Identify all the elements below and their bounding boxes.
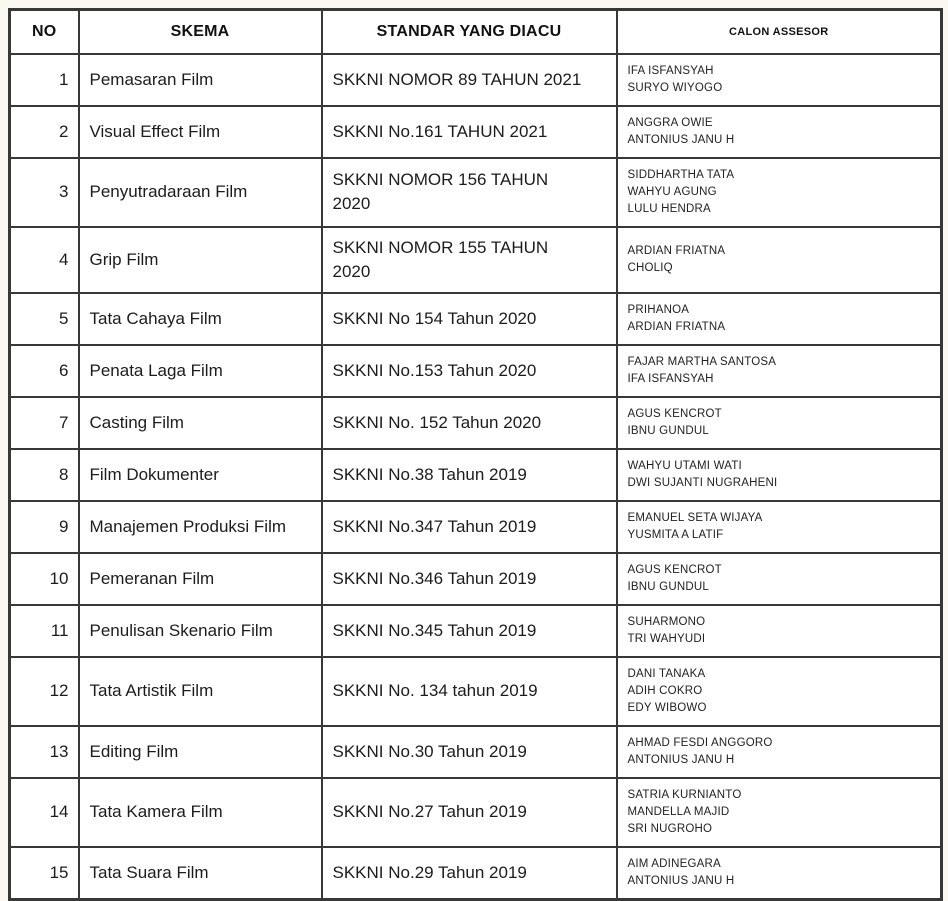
cell-assesor [617, 726, 942, 778]
column-header-standar: STANDAR YANG DIACU [322, 10, 617, 54]
standar-line: 2020 [332, 194, 371, 213]
table-row [10, 54, 942, 106]
assesor-name: EDY WIBOWO [627, 701, 707, 714]
cell-skema: Pemasaran Film [79, 54, 322, 106]
assesor-name: SURYO WIYOGO [627, 81, 723, 94]
assessor-schema-table [8, 8, 943, 901]
cell-no: 2 [10, 106, 79, 158]
assesor-name: MANDELLA MAJID [627, 805, 730, 818]
cell-skema: Casting Film [79, 397, 322, 449]
cell-assesor [617, 657, 942, 726]
cell-standar [322, 449, 617, 501]
cell-no: 15 [10, 847, 79, 900]
cell-skema: Penata Laga Film [79, 345, 322, 397]
table-row [10, 847, 942, 900]
assesor-name: DWI SUJANTI NUGRAHENI [627, 476, 778, 489]
assesor-name: ANGGRA OWIE [627, 116, 713, 129]
cell-assesor [617, 449, 942, 501]
cell-standar [322, 227, 617, 293]
cell-skema: Tata Artistik Film [79, 657, 322, 726]
assesor-name: YUSMITA A LATIF [627, 528, 724, 541]
table-row [10, 106, 942, 158]
cell-no: 1 [10, 54, 79, 106]
cell-standar [322, 778, 617, 847]
assesor-name: ANTONIUS JANU H [627, 874, 735, 887]
assesor-name: AGUS KENCROT [627, 563, 722, 576]
standar-line: SKKNI No.30 Tahun 2019 [332, 741, 527, 761]
cell-skema: Manajemen Produksi Film [79, 501, 322, 553]
assesor-name: DANI TANAKA [627, 667, 706, 680]
assesor-name: IFA ISFANSYAH [627, 372, 714, 385]
table-header [10, 10, 942, 54]
cell-standar [322, 397, 617, 449]
table-row [10, 605, 942, 657]
cell-skema: Grip Film [79, 227, 322, 293]
cell-standar [322, 657, 617, 726]
cell-no: 11 [10, 605, 79, 657]
table-body [10, 54, 942, 900]
assesor-name: SIDDHARTHA TATA [627, 168, 735, 181]
cell-no: 6 [10, 345, 79, 397]
assesor-name: IBNU GUNDUL [627, 580, 709, 593]
cell-assesor [617, 54, 942, 106]
assesor-name: ARDIAN FRIATNA [627, 244, 726, 257]
cell-skema: Pemeranan Film [79, 553, 322, 605]
standar-line: SKKNI NOMOR 89 TAHUN 2021 [332, 69, 582, 89]
cell-assesor [617, 106, 942, 158]
standar-line: SKKNI No 154 Tahun 2020 [332, 308, 537, 328]
cell-skema: Film Dokumenter [79, 449, 322, 501]
table-row [10, 726, 942, 778]
cell-no: 5 [10, 293, 79, 345]
assesor-name: IFA ISFANSYAH [627, 64, 714, 77]
cell-standar [322, 553, 617, 605]
assesor-name: EMANUEL SETA WIJAYA [627, 511, 763, 524]
assesor-name: WAHYU AGUNG [627, 185, 717, 198]
cell-standar [322, 605, 617, 657]
cell-assesor [617, 293, 942, 345]
table-row [10, 501, 942, 553]
cell-standar [322, 106, 617, 158]
cell-standar [322, 726, 617, 778]
assesor-name: SUHARMONO [627, 615, 706, 628]
cell-standar [322, 847, 617, 900]
table-row [10, 397, 942, 449]
cell-no: 4 [10, 227, 79, 293]
standar-line: SKKNI No.346 Tahun 2019 [332, 568, 537, 588]
cell-assesor [617, 158, 942, 227]
cell-skema: Penulisan Skenario Film [79, 605, 322, 657]
cell-no: 13 [10, 726, 79, 778]
cell-skema: Tata Suara Film [79, 847, 322, 900]
cell-skema: Tata Kamera Film [79, 778, 322, 847]
cell-skema: Editing Film [79, 726, 322, 778]
assesor-name: PRIHANOA [627, 303, 690, 316]
assesor-name: SATRIA KURNIANTO [627, 788, 742, 801]
assesor-name: TRI WAHYUDI [627, 632, 706, 645]
standar-line: SKKNI No. 134 tahun 2019 [332, 681, 538, 700]
cell-assesor [617, 227, 942, 293]
cell-no: 7 [10, 397, 79, 449]
cell-assesor [617, 553, 942, 605]
assesor-name: SRI NUGROHO [627, 822, 713, 835]
cell-skema: Visual Effect Film [79, 106, 322, 158]
cell-no: 14 [10, 778, 79, 847]
standar-line: SKKNI No.29 Tahun 2019 [332, 862, 527, 882]
standar-line: SKKNI NOMOR 155 TAHUN [332, 237, 549, 257]
cell-skema: Penyutradaraan Film [79, 158, 322, 227]
table-row [10, 778, 942, 847]
assesor-name: ADIH COKRO [627, 684, 703, 697]
standar-line: SKKNI No.27 Tahun 2019 [332, 802, 527, 821]
cell-assesor [617, 345, 942, 397]
column-header-skema: SKEMA [79, 10, 322, 54]
cell-skema: Tata Cahaya Film [79, 293, 322, 345]
cell-standar [322, 293, 617, 345]
assesor-name: FAJAR MARTHA SANTOSA [627, 355, 777, 368]
cell-standar [322, 501, 617, 553]
assesor-name: WAHYU UTAMI WATI [627, 459, 742, 472]
assesor-name: ANTONIUS JANU H [627, 753, 735, 766]
assesor-name: AIM ADINEGARA [627, 857, 721, 870]
table-row [10, 293, 942, 345]
standar-line: SKKNI No.38 Tahun 2019 [332, 464, 527, 484]
cell-assesor [617, 778, 942, 847]
cell-assesor [617, 847, 942, 900]
standar-line: SKKNI No. 152 Tahun 2020 [332, 412, 542, 432]
assesor-name: ARDIAN FRIATNA [627, 320, 726, 333]
header-row [10, 10, 942, 54]
table-row [10, 657, 942, 726]
standar-line: SKKNI No.161 TAHUN 2021 [332, 121, 548, 141]
assesor-name: LULU HENDRA [627, 202, 711, 215]
table-row [10, 449, 942, 501]
assesor-name: AHMAD FESDI ANGGORO [627, 736, 773, 749]
standar-line: SKKNI No.347 Tahun 2019 [332, 516, 537, 536]
standar-line: SKKNI NOMOR 156 TAHUN [332, 170, 549, 189]
cell-no: 12 [10, 657, 79, 726]
cell-standar [322, 345, 617, 397]
cell-no: 9 [10, 501, 79, 553]
cell-assesor [617, 605, 942, 657]
assesor-name: ANTONIUS JANU H [627, 133, 735, 146]
assesor-name: IBNU GUNDUL [627, 424, 709, 437]
cell-standar [322, 54, 617, 106]
cell-assesor [617, 501, 942, 553]
table-row [10, 158, 942, 227]
standar-line: SKKNI No.345 Tahun 2019 [332, 620, 537, 640]
assesor-name: CHOLIQ [627, 261, 673, 274]
assesor-name: AGUS KENCROT [627, 407, 722, 420]
cell-no: 3 [10, 158, 79, 227]
table-row [10, 345, 942, 397]
cell-assesor [617, 397, 942, 449]
standar-line: 2020 [332, 261, 371, 281]
column-header-calon-assesor: CALON ASSESOR [617, 10, 942, 54]
cell-no: 8 [10, 449, 79, 501]
cell-no: 10 [10, 553, 79, 605]
cell-standar [322, 158, 617, 227]
standar-line: SKKNI No.153 Tahun 2020 [332, 360, 537, 380]
table-row [10, 553, 942, 605]
table-row [10, 227, 942, 293]
column-header-no: NO [10, 10, 79, 54]
